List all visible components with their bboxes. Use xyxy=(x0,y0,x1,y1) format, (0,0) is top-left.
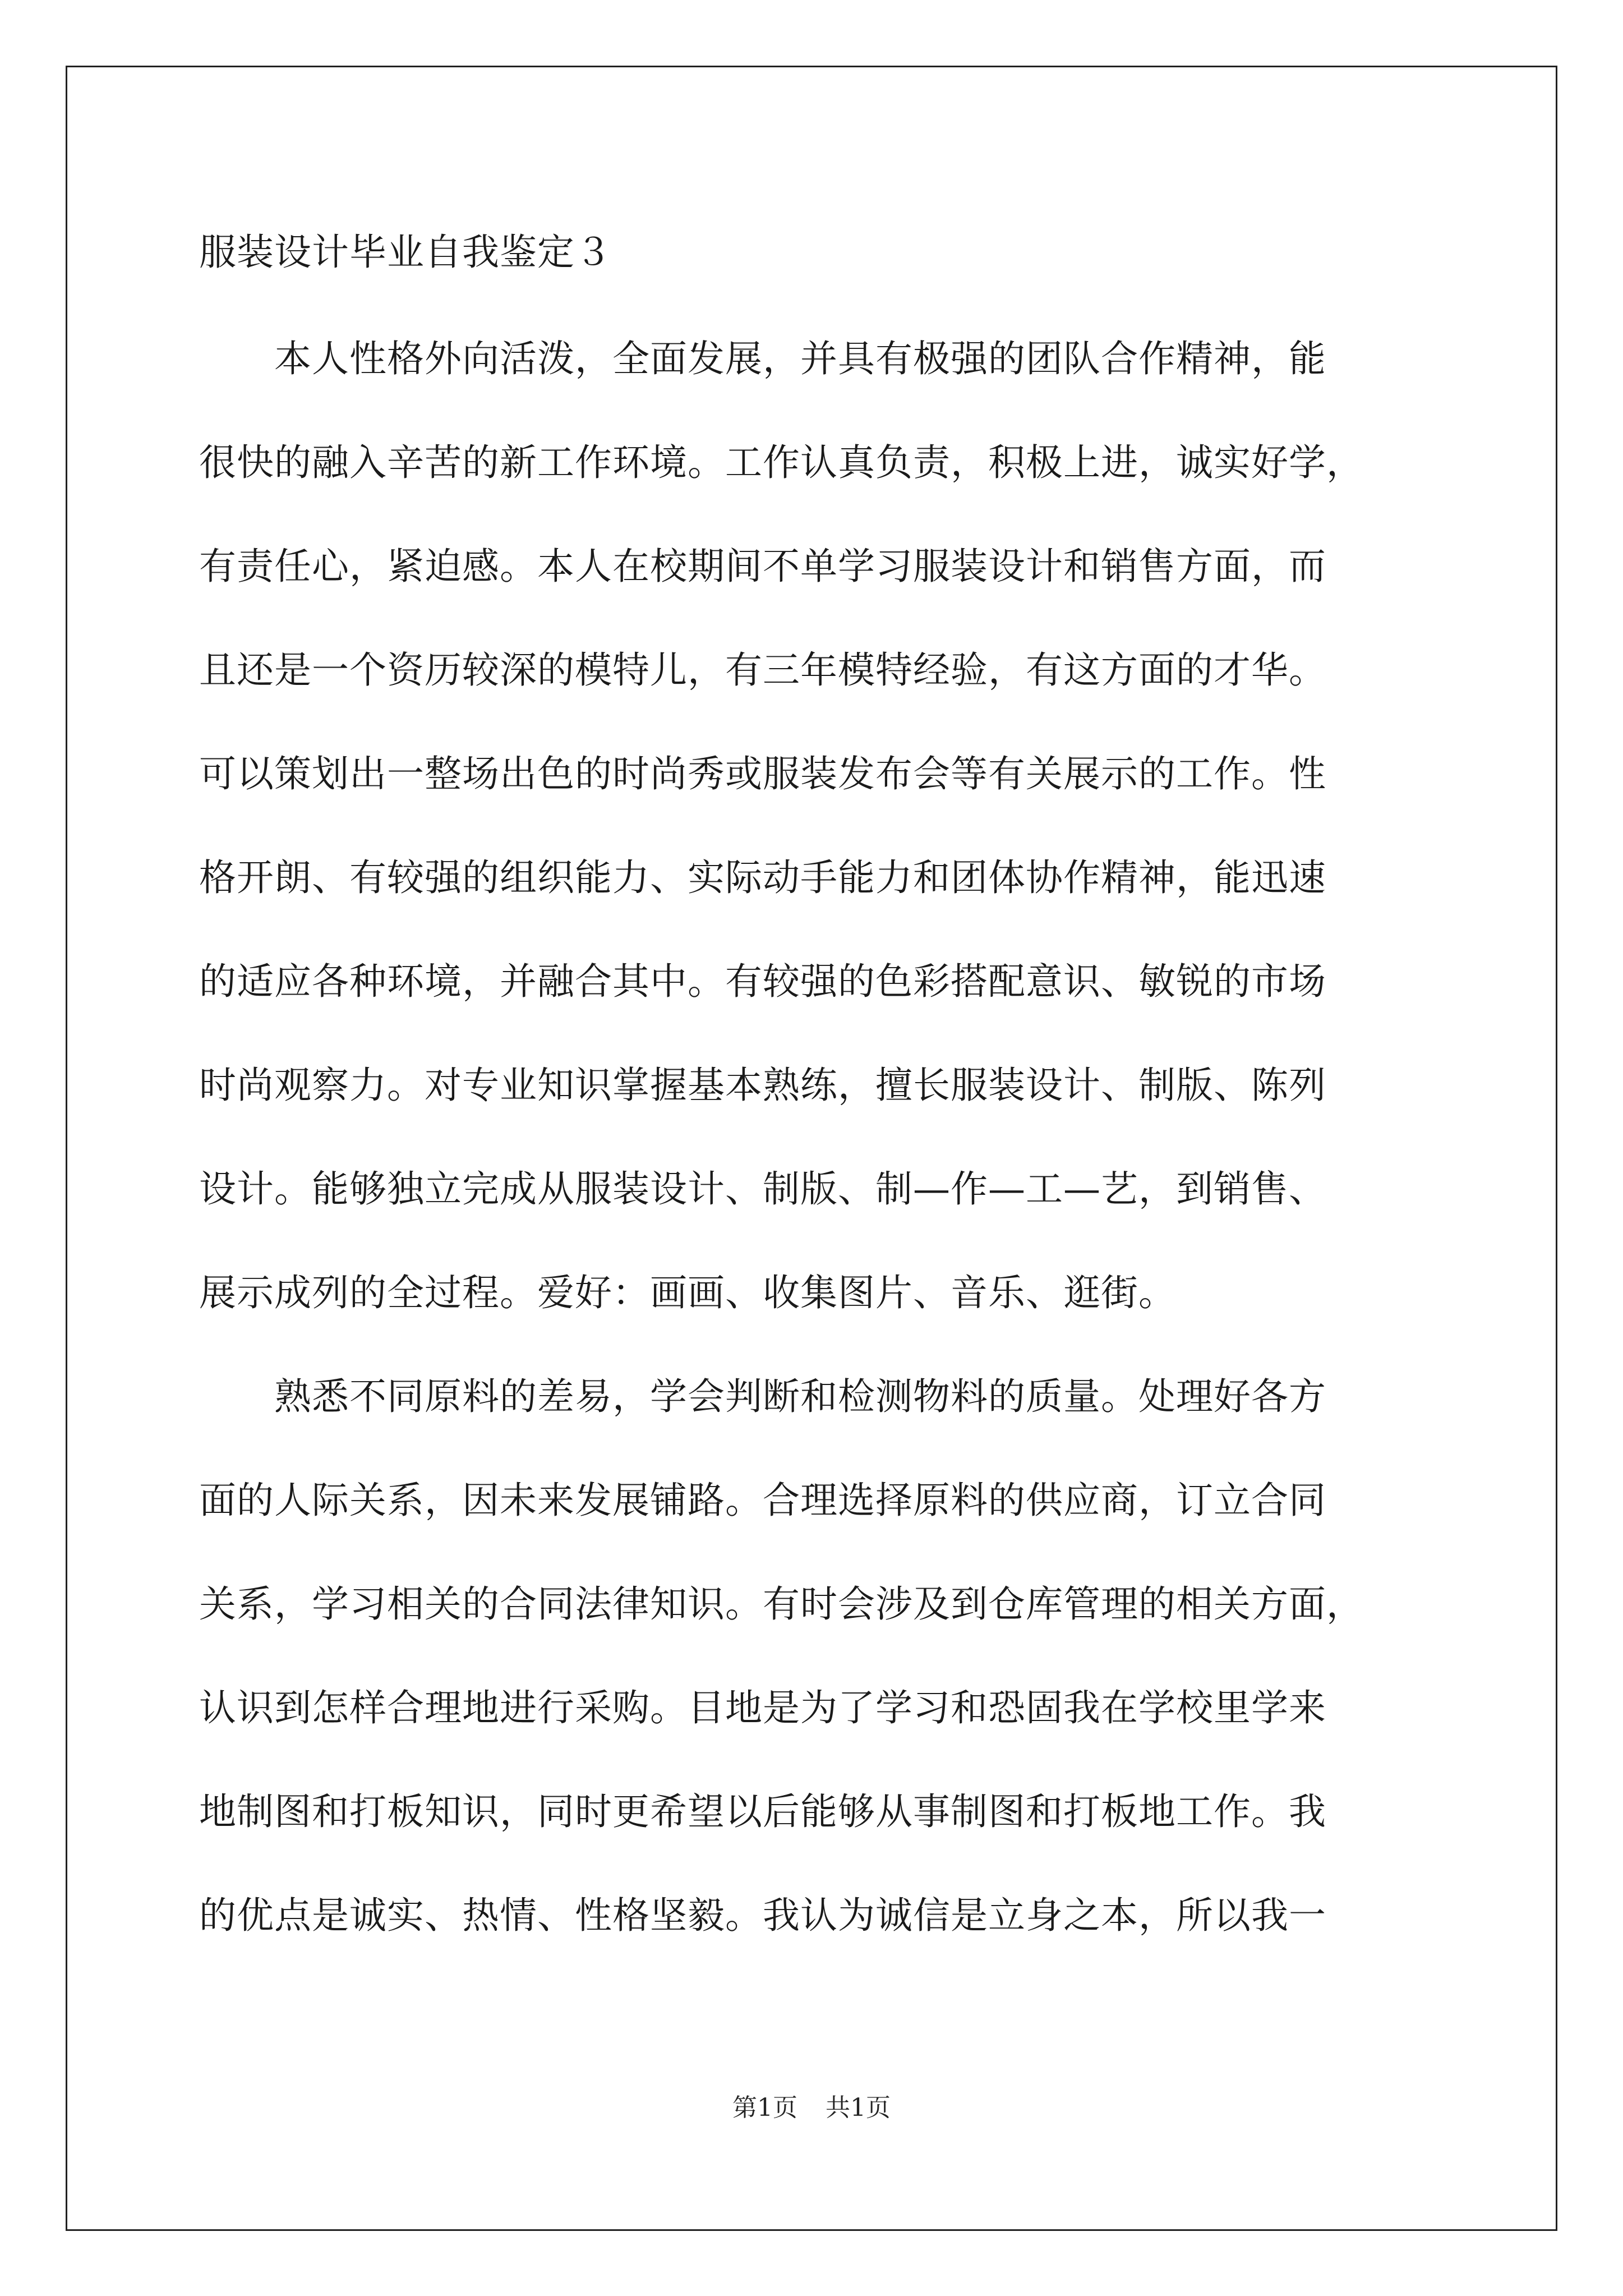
text-line: 很快的融入辛苦的新工作环境。工作认真负责，积极上进，诚实好学， xyxy=(199,441,1364,484)
text-line: 地制图和打板知识，同时更希望以后能够从事制图和打板地工作。我 xyxy=(199,1790,1326,1833)
text-line: 本人性格外向活泼，全面发展，并具有极强的团队合作精神，能 xyxy=(199,337,1326,380)
page-footer xyxy=(0,2092,1623,2124)
text-line: 的适应各种环境，并融合其中。有较强的色彩搭配意识、敏锐的市场 xyxy=(199,960,1326,1003)
page-total: 共1页 xyxy=(826,2093,891,2122)
text-line: 可以策划出一整场出色的时尚秀或服装发布会等有关展示的工作。性 xyxy=(199,752,1326,795)
text-line: 时尚观察力。对专业知识掌握基本熟练，擅长服装设计、制版、陈列 xyxy=(199,1064,1326,1107)
text-line: 有责任心，紧迫感。本人在校期间不单学习服装设计和销售方面，而 xyxy=(199,545,1326,588)
text-line: 且还是一个资历较深的模特儿，有三年模特经验，有这方面的才华。 xyxy=(199,648,1326,692)
document-title: 服装设计毕业自我鉴定３ xyxy=(199,231,612,274)
text-line: 格开朗、有较强的组织能力、实际动手能力和团体协作精神，能迅速 xyxy=(199,856,1326,899)
page-number: 第1页 xyxy=(732,2093,797,2122)
text-line: 关系，学习相关的合同法律知识。有时会涉及到仓库管理的相关方面， xyxy=(199,1582,1364,1626)
text-line: 展示成列的全过程。爱好：画画、收集图片、音乐、逛街。 xyxy=(199,1271,1176,1314)
text-line: 认识到怎样合理地进行采购。目地是为了学习和恐固我在学校里学来 xyxy=(199,1686,1326,1729)
text-line: 设计。能够独立完成从服装设计、制版、制—作—工—艺，到销售、 xyxy=(199,1167,1326,1211)
text-line: 的优点是诚实、热情、性格坚毅。我认为诚信是立身之本，所以我一 xyxy=(199,1894,1326,1937)
text-line: 面的人际关系，因未来发展铺路。合理选择原料的供应商，订立合同 xyxy=(199,1479,1326,1522)
text-line: 熟悉不同原料的差易，学会判断和检测物料的质量。处理好各方 xyxy=(199,1375,1326,1418)
